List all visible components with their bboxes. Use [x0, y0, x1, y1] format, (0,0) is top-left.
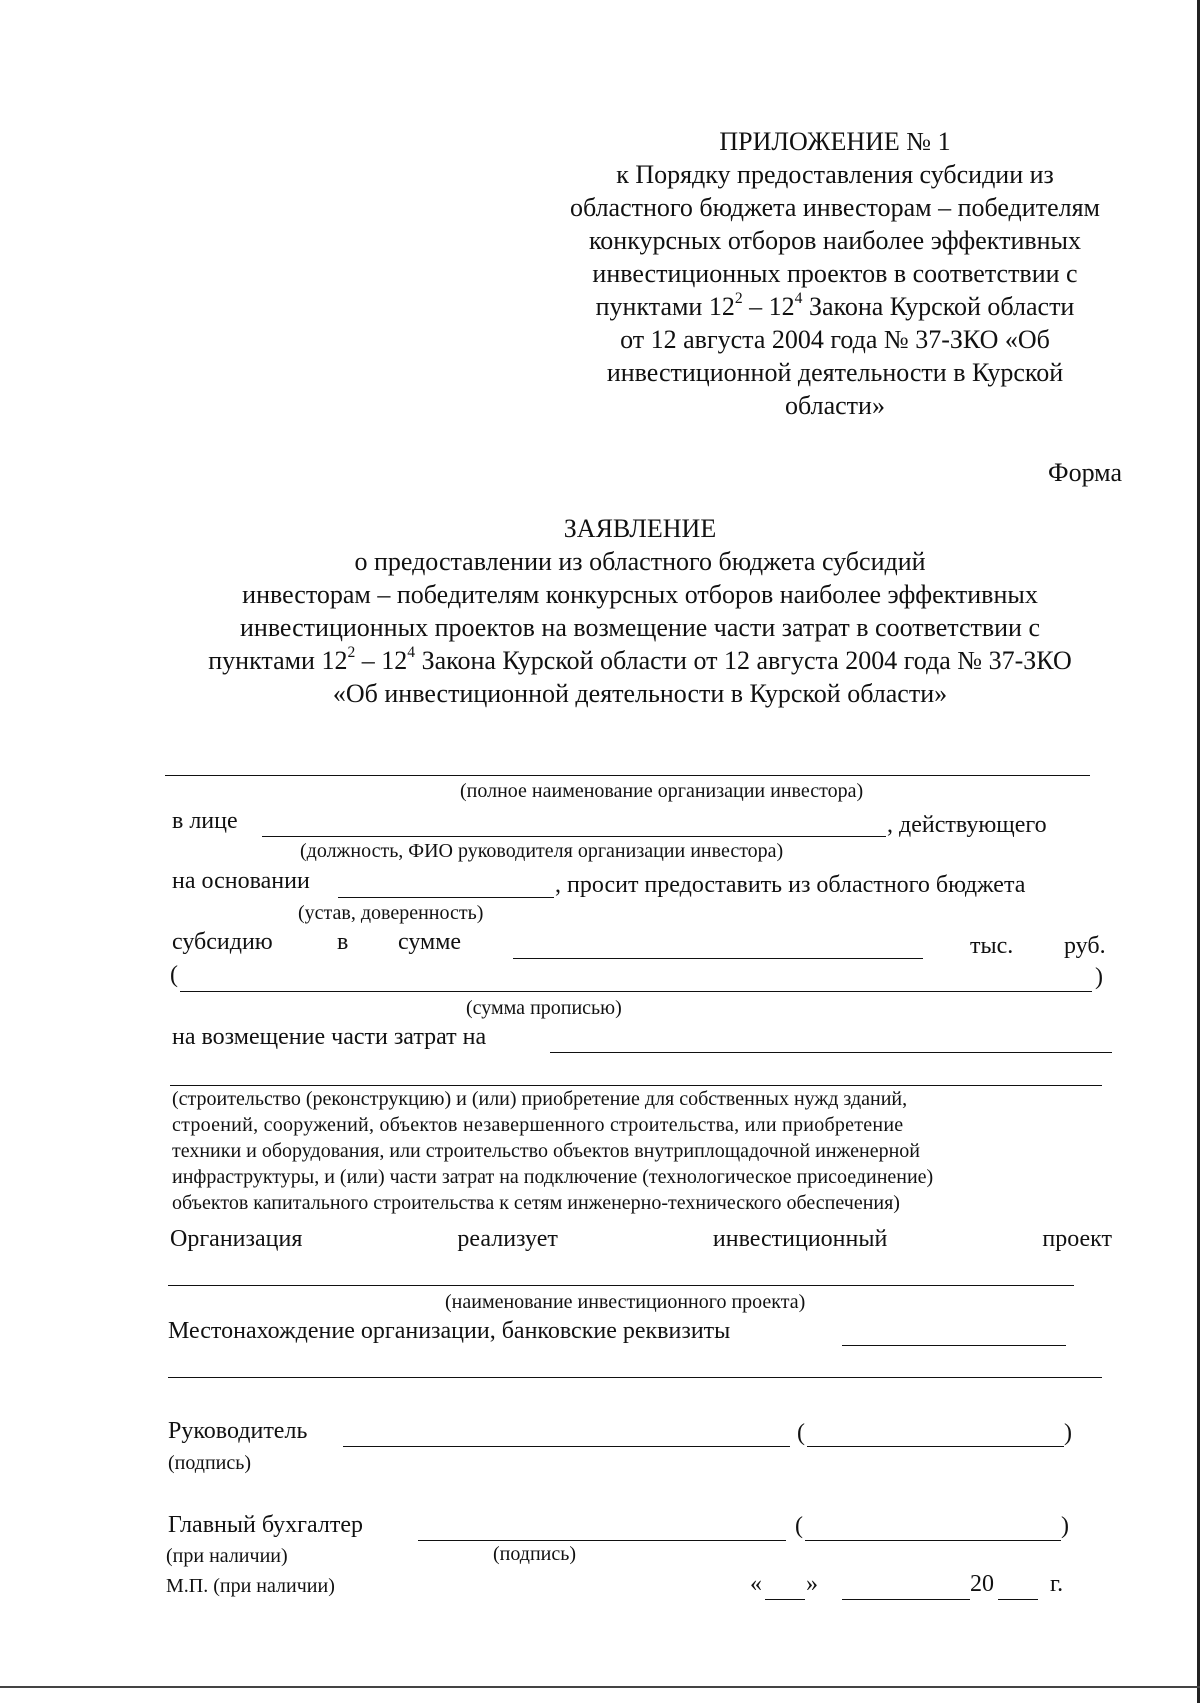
head-signature-line[interactable] — [343, 1446, 790, 1447]
org-name-line[interactable] — [165, 775, 1090, 776]
acting-label: , действующего — [887, 812, 1047, 838]
appendix-heading: ПРИЛОЖЕНИЕ № 1 — [719, 127, 951, 156]
project-word: инвестиционный — [712, 1226, 888, 1252]
purpose-hint-line — [172, 1086, 1112, 1112]
accountant-if-any: (при наличии) — [166, 1545, 288, 1567]
appendix-line: инвестиционных проектов в соответствии с — [592, 259, 1078, 288]
project-hint: (наименование инвестиционного проекта) — [445, 1291, 806, 1313]
superscript: 4 — [407, 644, 416, 662]
title-text: Закона Курской области от 12 августа 2004 года № 37-ЗКО — [415, 646, 1072, 675]
location-line[interactable] — [842, 1345, 1066, 1346]
paren-open: ( — [797, 1420, 805, 1446]
purpose-hint-line: строений, сооружений, объектов незавершенного строительства, или приобретение — [172, 1114, 904, 1136]
paren-close: ) — [1061, 1513, 1069, 1539]
appendix-line: конкурсных отборов наиболее эффективных — [588, 226, 1082, 255]
title-text: – 12 — [355, 646, 408, 675]
head-name-decode-line[interactable] — [807, 1446, 1064, 1447]
title-line — [160, 644, 1120, 677]
basis-label: на основании — [172, 868, 310, 894]
document-title: ЗАЯВЛЕНИЕ — [563, 514, 717, 543]
appendix-line: от 12 августа 2004 года № 37-ЗКО «Об — [620, 325, 1050, 354]
project-word: проект — [1042, 1226, 1112, 1252]
basis-line[interactable] — [338, 897, 554, 898]
title-line: о предоставлении из областного бюджета субсидий — [354, 547, 926, 576]
purpose-hint-line: объектов капитального строительства к сетям инженерно-технического обеспечения) — [172, 1192, 900, 1214]
stamp-label: М.П. (при наличии) — [166, 1575, 335, 1597]
project-name-line[interactable] — [168, 1285, 1074, 1286]
amount-words-line[interactable] — [180, 991, 1092, 992]
in-person-label: в лице — [172, 808, 238, 834]
appendix-line: областного бюджета инвесторам – победителям — [570, 193, 1100, 222]
accountant-signature-line[interactable] — [418, 1540, 786, 1541]
location-label: Местонахождение организации, банковские реквизиты — [168, 1318, 731, 1344]
subsidy-word: в — [337, 929, 349, 955]
title-text: пунктами 12 — [208, 646, 348, 675]
title-line: «Об инвестиционной деятельности в Курской области» — [332, 679, 948, 708]
appendix-line: инвестиционной деятельности в Курской — [606, 358, 1064, 387]
superscript: 2 — [347, 644, 356, 662]
purpose-hint-line: инфраструктуры, и (или) части затрат на подключение (технологическое присоединение) — [172, 1166, 934, 1188]
year-suffix: г. — [1050, 1571, 1064, 1597]
hint-text: (строительство (реконструкцию) и (или) приобретение для собственных нужд зданий, — [172, 1088, 908, 1110]
head-label: Руководитель — [168, 1418, 308, 1444]
superscript: 2 — [734, 290, 743, 308]
project-line-text — [170, 1226, 1112, 1253]
project-word: реализует — [457, 1226, 558, 1252]
superscript: 4 — [794, 290, 803, 308]
date-month-line[interactable] — [842, 1599, 970, 1600]
purpose-line[interactable] — [550, 1052, 1112, 1053]
date-year-line[interactable] — [998, 1599, 1038, 1600]
appendix-block — [540, 125, 1130, 422]
title-block — [160, 512, 1120, 710]
amount-line[interactable] — [513, 958, 923, 959]
amount-hint: (сумма прописью) — [466, 997, 622, 1019]
head-hint: (должность, ФИО руководителя организации инвестора) — [300, 840, 784, 862]
subsidy-word: сумме — [398, 929, 462, 955]
scan-bottom-edge — [0, 1686, 1200, 1688]
paren-close: ) — [1095, 964, 1103, 990]
head-sign-hint: (подпись) — [168, 1452, 252, 1474]
rub-label: руб. — [1064, 933, 1106, 959]
purpose-hint-line: техники и оборудования, или строительство объектов внутриплощадочной инженерной — [172, 1140, 920, 1162]
subsidy-word: субсидию — [172, 929, 273, 955]
appendix-text: пунктами 12 — [595, 292, 735, 321]
request-text: , просит предоставить из областного бюджета — [555, 872, 1026, 898]
accountant-sign-hint: (подпись) — [493, 1543, 577, 1565]
paren-open: ( — [170, 962, 178, 988]
year-prefix: 20 — [970, 1571, 994, 1597]
form-label: Форма — [1048, 458, 1122, 487]
appendix-line — [540, 290, 1130, 323]
appendix-text: – 12 — [742, 292, 795, 321]
head-name-line[interactable] — [262, 836, 886, 837]
date-close-quote: » — [806, 1571, 818, 1597]
thousand-label: тыс. — [970, 933, 1014, 959]
accountant-label: Главный бухгалтер — [168, 1512, 363, 1538]
project-word: Организация — [170, 1226, 303, 1252]
title-line: инвестиционных проектов на возмещение части затрат в соответствии с — [239, 613, 1041, 642]
title-line: инвесторам – победителям конкурсных отборов наиболее эффективных — [242, 580, 1038, 609]
paren-close: ) — [1064, 1420, 1072, 1446]
date-open-quote: « — [750, 1571, 762, 1597]
purpose-label: на возмещение части затрат на — [172, 1024, 487, 1050]
accountant-name-decode-line[interactable] — [805, 1540, 1061, 1541]
appendix-line: области» — [785, 391, 885, 420]
location-line-2[interactable] — [168, 1377, 1102, 1378]
org-name-hint: (полное наименование организации инвестора) — [460, 780, 864, 802]
basis-hint: (устав, доверенность) — [298, 902, 484, 924]
appendix-line: к Порядку предоставления субсидии из — [616, 160, 1054, 189]
date-day-line[interactable] — [765, 1599, 805, 1600]
appendix-text: Закона Курской области — [802, 292, 1075, 321]
purpose-hint — [172, 1086, 1112, 1216]
paren-open: ( — [795, 1513, 803, 1539]
